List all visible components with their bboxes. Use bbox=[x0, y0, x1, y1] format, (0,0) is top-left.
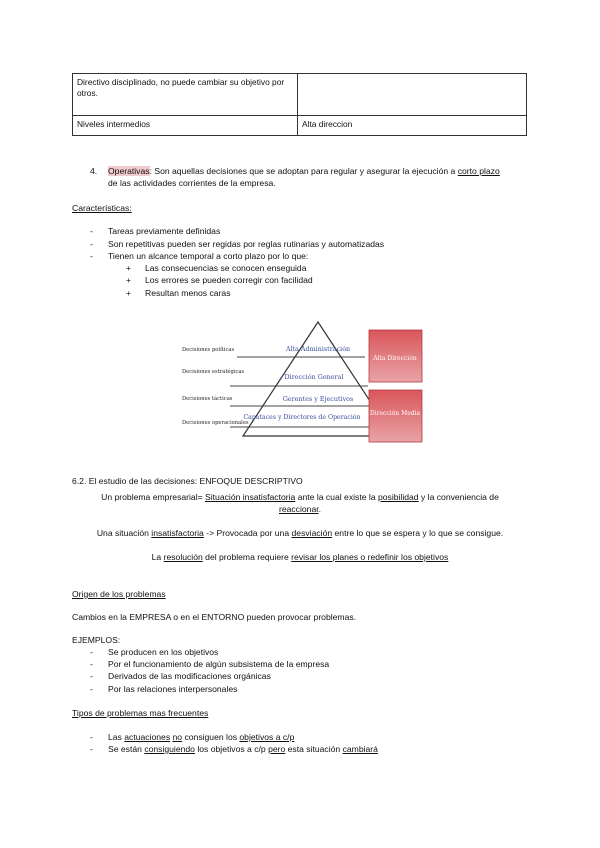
underlined-term: corto plazo bbox=[457, 166, 500, 176]
left-label: Decisiones tácticas bbox=[182, 396, 233, 402]
section-heading: Tipos de problemas mas frecuentes bbox=[72, 708, 209, 718]
pyramid-diagram bbox=[175, 318, 435, 446]
box-label: Dirección Media bbox=[369, 410, 421, 417]
situation-line: Una situación insatisfactoria -> Provocada por una desviación entre lo que se espera y lo que se consigue. bbox=[96, 528, 504, 538]
highlight-term: Operativas bbox=[108, 166, 150, 176]
table-cell: Alta direccion bbox=[298, 116, 527, 136]
box-label: Alta Dirección bbox=[373, 355, 417, 362]
level-label: Alta Administración bbox=[285, 345, 351, 353]
section-title: 6.2. El estudio de las decisiones: ENFOQUE DESCRIPTIVO bbox=[72, 476, 303, 486]
left-label: Decisiones operacionales bbox=[182, 420, 249, 426]
level-label: Dirección General bbox=[284, 373, 344, 381]
item4-text: : Son aquellas decisiones que se adoptan para regular y asegurar la ejecución a bbox=[149, 166, 458, 176]
table-row bbox=[73, 116, 527, 136]
item-number: 4. bbox=[90, 166, 98, 176]
section-heading: Características: bbox=[72, 203, 132, 213]
paragraph: Cambios en la EMPRESA o en el ENTORNO pueden provocar problemas. bbox=[72, 612, 357, 622]
label: EJEMPLOS: bbox=[72, 635, 121, 645]
level-label: Gerentes y Ejecutivos bbox=[282, 395, 354, 403]
table-cell: Niveles intermedios bbox=[73, 116, 298, 136]
table-row bbox=[73, 74, 527, 116]
resolution-line: La resolución del problema requiere revisar los planes o redefinir los objetivos bbox=[151, 552, 449, 562]
item4-line2: de las actividades corrientes de la empresa. bbox=[108, 178, 276, 188]
left-label: Decisiones políticas bbox=[182, 347, 235, 353]
definition-line2: reaccionar. bbox=[278, 504, 322, 514]
table-cell: Directivo disciplinado, no puede cambiar su objetivo por otros. bbox=[73, 74, 298, 116]
top-table bbox=[72, 73, 527, 136]
left-label: Decisiones estratégicas bbox=[182, 369, 245, 375]
section-heading: Origen de los problemas bbox=[72, 589, 166, 599]
level-label: Capataces y Directores de Operación bbox=[243, 414, 361, 421]
definition-line1: Un problema empresarial= Situación insatisfactoria ante la cual existe la posibilidad y la conveniencia de bbox=[101, 492, 499, 502]
table-cell bbox=[298, 74, 527, 116]
item4-line1 bbox=[108, 165, 500, 177]
